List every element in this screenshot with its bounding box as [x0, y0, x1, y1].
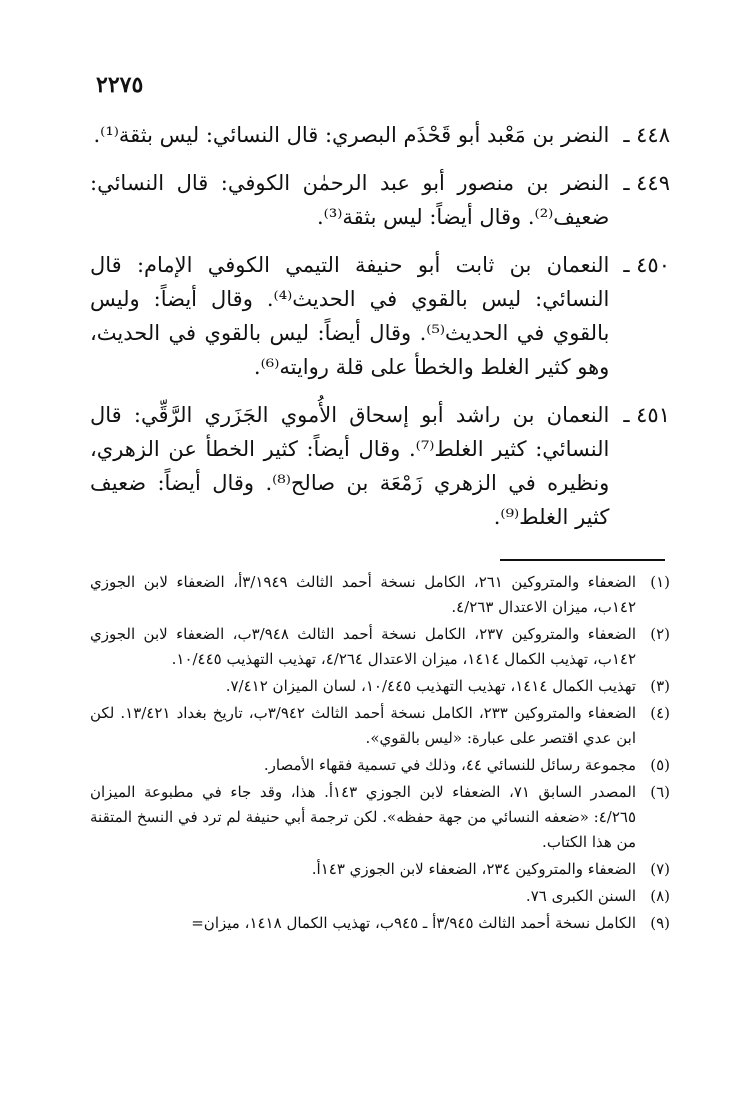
footnote-text: تهذيب الكمال ١٤١٤، تهذيب التهذيب ١٠/٤٤٥، لسان الميزان ٧/٤١٢.: [225, 677, 636, 695]
footnote: [90, 857, 670, 882]
footnotes-list: [90, 570, 670, 938]
footnote-text: الضعفاء والمتروكين ٢٣٧، الكامل نسخة أحمد الثالث ٣/٩٤٨ب، الضعفاء لابن الجوزي ١٤٢ب، تهذيب الكمال ١٤١٤، ميزان الاعتدال ٤/٢٦٤، تهذيب التهذيب ١٠/٤٤٥.: [90, 625, 637, 668]
footnote-text: مجموعة رسائل للنسائي ٤٤، وذلك في تسمية فقهاء الأمصار.: [263, 756, 636, 774]
footnote-text: الكامل نسخة أحمد الثالث ٣/٩٤٥أ ـ ٩٤٥ب، تهذيب الكمال ١٤١٨، ميزان=: [191, 914, 636, 932]
footnote: [90, 701, 670, 751]
footnote-divider: [500, 559, 665, 561]
entries-list: [90, 118, 670, 548]
entry-number: ٤٤٩ ـ: [623, 171, 670, 195]
footnote-text: الضعفاء والمتروكين ٢٣٣، الكامل نسخة أحمد الثالث ٣/٩٤٢ب، تاريخ بغداد ١٣/٤٢١. لكن ابن عدي اقتصر على عبارة: «ليس بالقوي».: [90, 704, 637, 747]
footnote: [90, 911, 670, 936]
footnote-text: الضعفاء والمتروكين ٢٦١، الكامل نسخة أحمد الثالث ٣/١٩٤٩أ، الضعفاء لابن الجوزي ١٤٢ب، ميزان الاعتدال ٤/٢٦٣.: [90, 573, 636, 616]
entry-451: [90, 398, 670, 534]
entry-text: النعمان بن ثابت أبو حنيفة التيمي الكوفي الإمام: قال النسائي: ليس بالقوي في الحديث⁽⁴⁾. وقال أيضاً: وليس بالقوي في الحديث⁽⁵⁾. وقال أيضاً: ليس بالقوي في الحديث، وهو كثير الغلط والخطأ على قلة روايته⁽⁶⁾.: [90, 253, 610, 379]
footnote: [90, 753, 670, 778]
entry-448: [90, 118, 670, 152]
footnote: [90, 570, 670, 620]
footnote-text: الضعفاء والمتروكين ٢٣٤، الضعفاء لابن الجوزي ١٤٣أ.: [311, 860, 636, 878]
footnote-number: (٦): [650, 783, 670, 801]
footnote-number: (٧): [650, 860, 670, 878]
footnote: [90, 674, 670, 699]
footnote-number: (٣): [650, 677, 670, 695]
entry-449: [90, 166, 670, 234]
footnote: [90, 622, 670, 672]
footnote-number: (٥): [650, 756, 670, 774]
footnote-text: المصدر السابق ٧١، الضعفاء لابن الجوزي ١٤٣أ. هذا، وقد جاء في مطبوعة الميزان ٤/٢٦٥: «ضعفه النسائي من جهة حفظه». لكن ترجمة أبي حنيفة لم ترد في النسخ المتقنة من هذا الكتاب.: [90, 783, 636, 851]
footnote-text: السنن الكبرى ٧٦.: [525, 887, 636, 905]
footnote-number: (٩): [650, 914, 670, 932]
page-number: ٢٢٧٥: [96, 72, 144, 98]
footnote-number: (٤): [650, 704, 670, 722]
footnote: [90, 884, 670, 909]
entry-number: ٤٤٨ ـ: [623, 123, 670, 147]
footnote: [90, 780, 670, 855]
entry-number: ٤٥١ ـ: [623, 403, 670, 427]
footnote-number: (١): [650, 573, 670, 591]
entry-text: النضر بن منصور أبو عبد الرحمٰن الكوفي: قال النسائي: ضعيف⁽²⁾. وقال أيضاً: ليس بثقة⁽³⁾.: [90, 171, 610, 229]
entry-number: ٤٥٠ ـ: [623, 253, 670, 277]
footnote-number: (٢): [650, 625, 670, 643]
footnote-number: (٨): [650, 887, 670, 905]
entry-text: النعمان بن راشد أبو إسحاق الأُموي الجَزَري الرَّقِّي: قال النسائي: كثير الغلط⁽⁷⁾. وقال أيضاً: كثير الخطأ عن الزهري، ونظيره في الزهري زَمْعَة بن صالح⁽⁸⁾. وقال أيضاً: ضعيف كثير الغلط⁽⁹⁾.: [90, 403, 610, 529]
entry-text: النضر بن مَعْبد أبو قَحْذَم البصري: قال النسائي: ليس بثقة⁽¹⁾.: [93, 123, 610, 147]
entry-450: [90, 248, 670, 384]
